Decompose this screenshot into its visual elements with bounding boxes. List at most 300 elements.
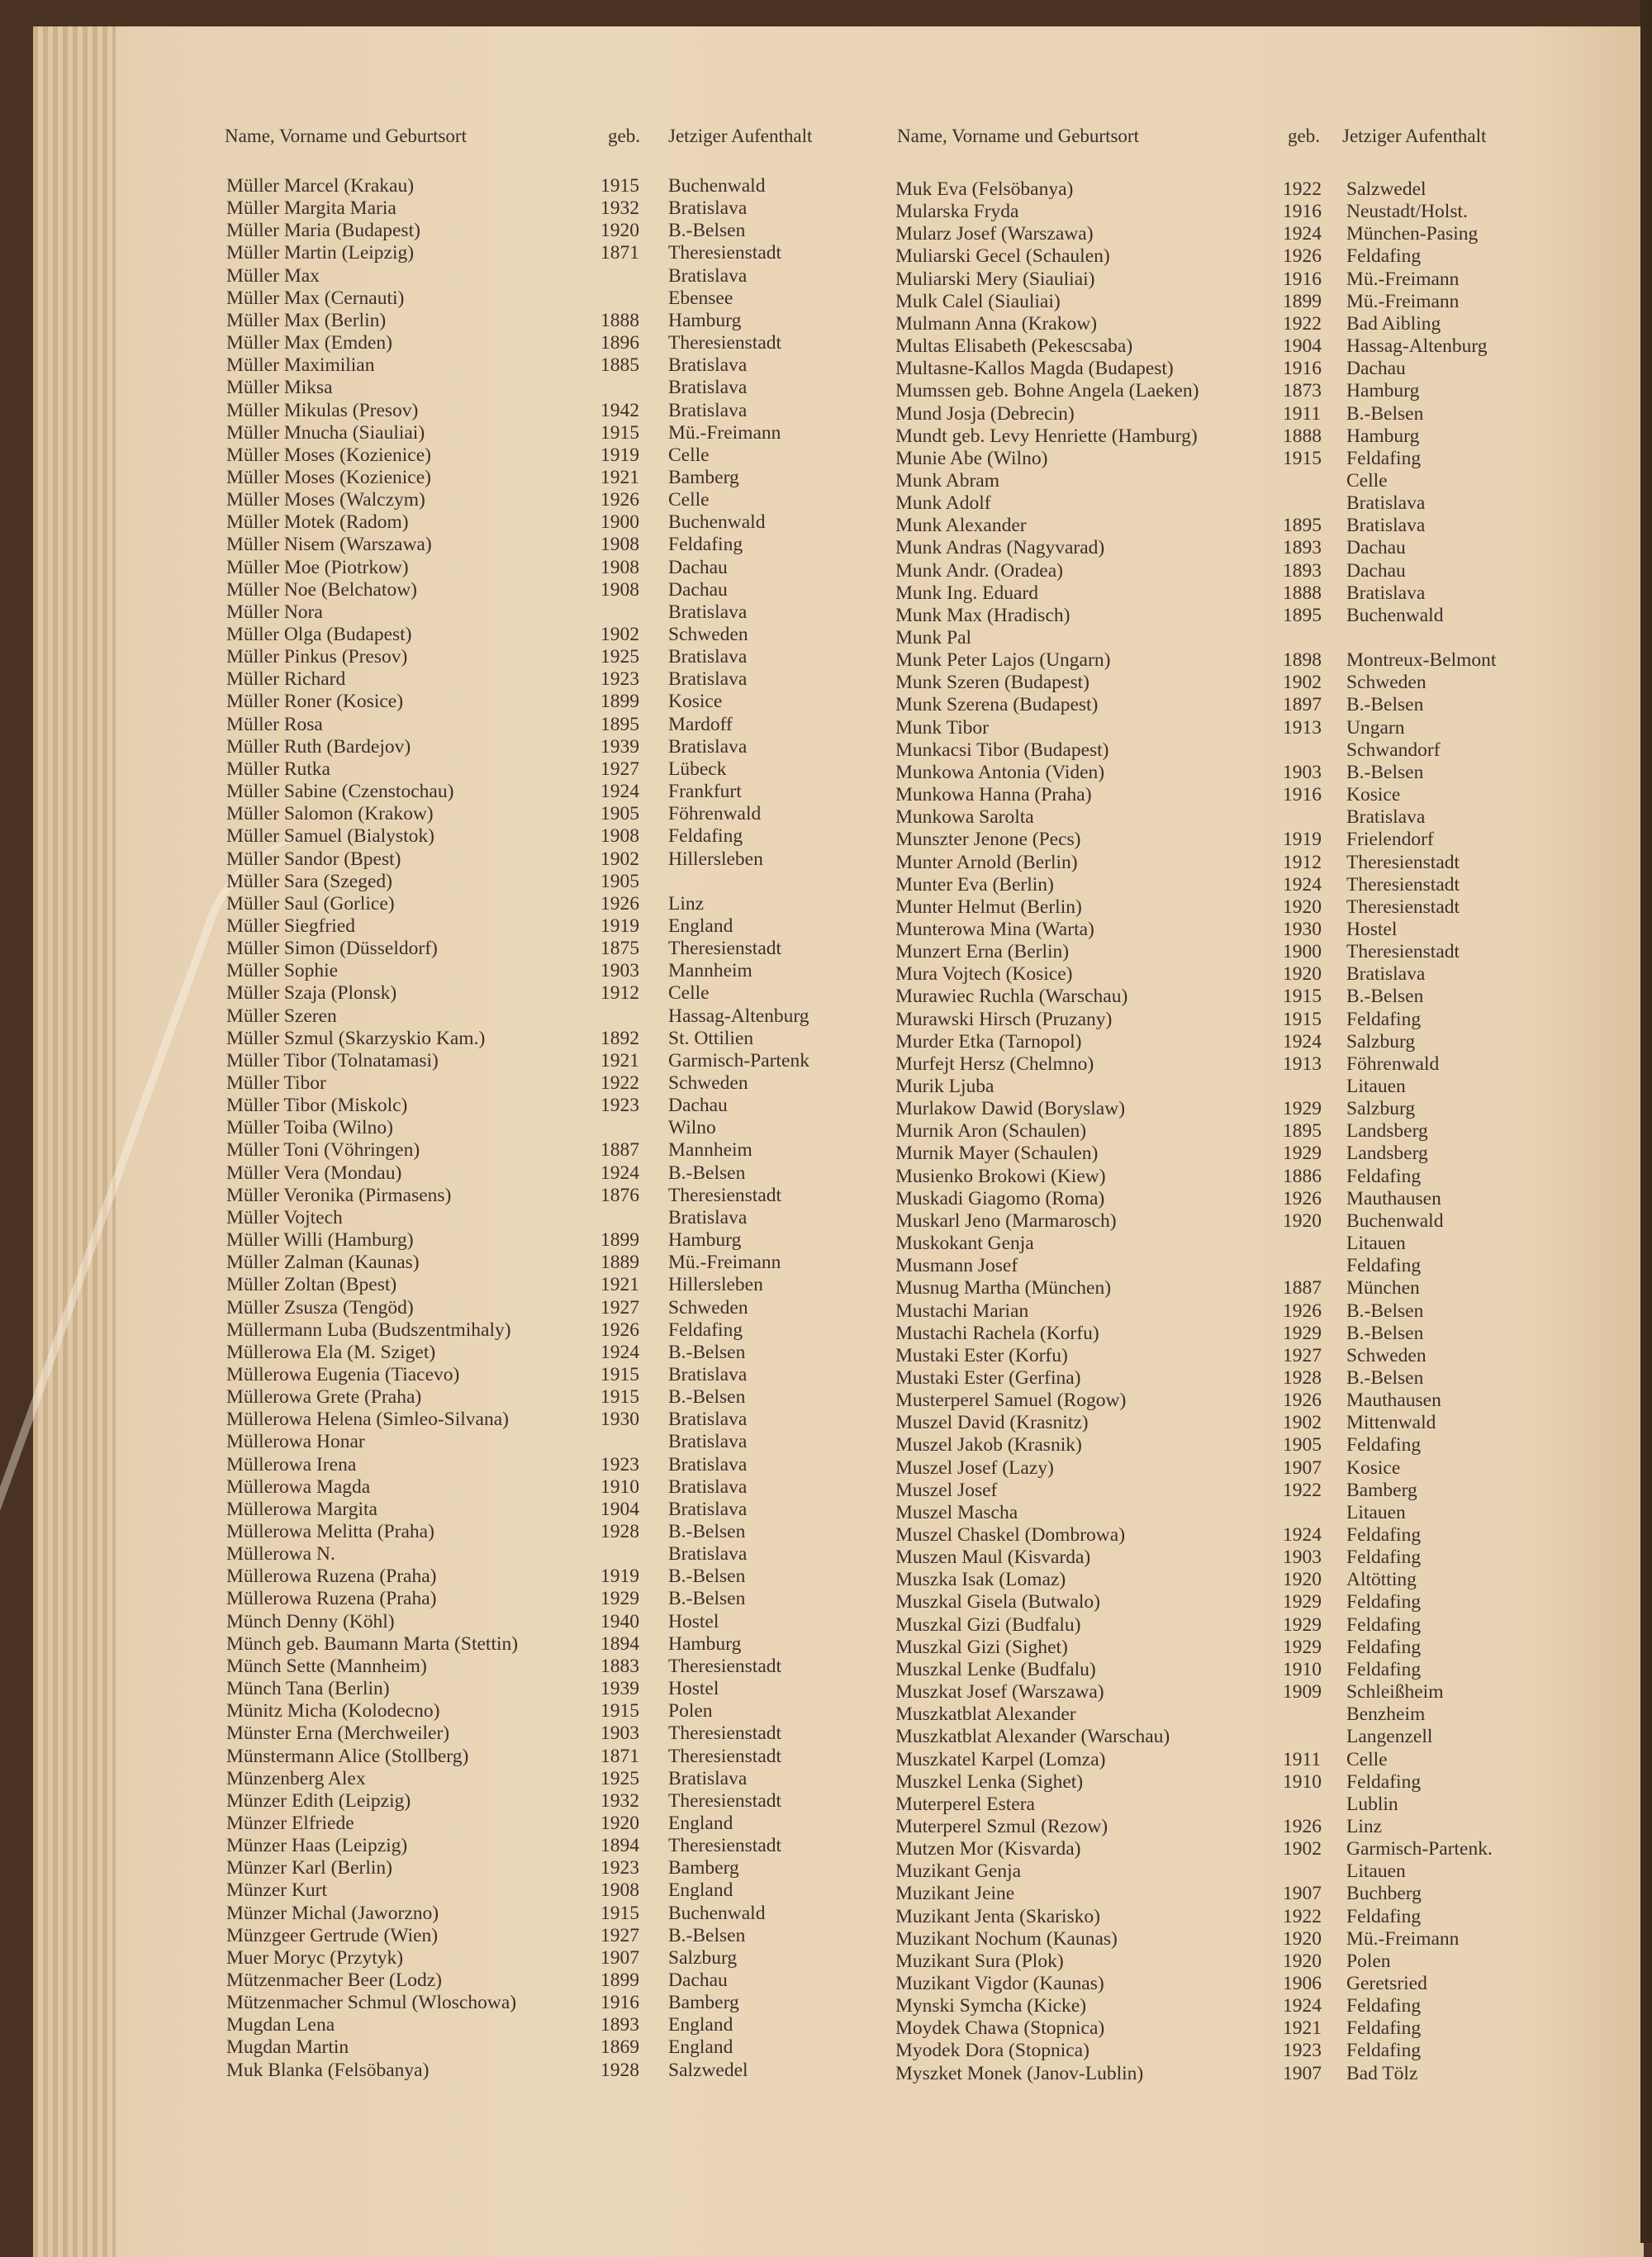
entry-name: Müllerowa Melitta (Praha) bbox=[226, 1521, 434, 1542]
entry-name: Müllerowa Grete (Praha) bbox=[226, 1386, 422, 1409]
entry-birth-year: 1922 bbox=[1283, 178, 1322, 200]
entry-name: Müllerowa Irena bbox=[226, 1453, 357, 1475]
entry-location: Feldafing bbox=[1346, 2017, 1422, 2040]
entry-birth-year: 1904 bbox=[1283, 335, 1322, 358]
entry-location: Bratislava bbox=[668, 1475, 748, 1498]
entry-location: B.-Belsen bbox=[668, 1566, 746, 1588]
entry-name: Munk Andras (Nagyvarad) bbox=[895, 537, 1105, 559]
entry-name: Münch Tana (Berlin) bbox=[226, 1678, 390, 1700]
entry-birth-year: 1923 bbox=[601, 1095, 639, 1117]
entry-name: Müller Samuel (Bialystok) bbox=[226, 825, 434, 848]
entry-name: Muszkel Lenka (Sighet) bbox=[895, 1770, 1084, 1793]
entry-location: Lübeck bbox=[668, 758, 727, 780]
entry-birth-year: 1915 bbox=[601, 1902, 639, 1924]
entry-name: Murlakow Dawid (Boryslaw) bbox=[895, 1098, 1126, 1120]
entry-birth-year: 1905 bbox=[1283, 1434, 1322, 1456]
entry-location: Bratislava bbox=[1346, 963, 1426, 986]
entry-birth-year: 1888 bbox=[1283, 425, 1322, 447]
entry-name: Müller Moses (Kozienice) bbox=[226, 444, 431, 466]
entry-location: Buchenwald bbox=[1346, 1209, 1444, 1232]
entry-location: Bratislava bbox=[1346, 582, 1426, 604]
entry-birth-year: 1907 bbox=[1283, 1456, 1322, 1479]
entry-name: Müller Moses (Kozienice) bbox=[226, 466, 431, 488]
entry-name: Mulk Calel (Siauliai) bbox=[895, 290, 1061, 312]
entry-name: Müller Mnucha (Siauliai) bbox=[226, 421, 425, 444]
entry-name: Müller Tibor (Miskolc) bbox=[226, 1095, 408, 1117]
entry-birth-year: 1907 bbox=[1283, 2062, 1322, 2084]
entry-birth-year: 1919 bbox=[1283, 829, 1322, 851]
entry-name: Muszkal Gisela (Butwalo) bbox=[895, 1591, 1101, 1613]
entry-birth-year: 1929 bbox=[1283, 1322, 1322, 1344]
entry-birth-year: 1897 bbox=[1283, 694, 1322, 716]
entry-birth-year: 1888 bbox=[1283, 582, 1322, 604]
entry-location: Kosice bbox=[1346, 1456, 1401, 1479]
entry-name: Müller Miksa bbox=[226, 377, 333, 399]
entry-name: Musmann Josef bbox=[895, 1255, 1018, 1277]
entry-name: Müllerowa Eugenia (Tiacevo) bbox=[226, 1363, 460, 1385]
entry-birth-year: 1920 bbox=[601, 1812, 639, 1834]
entry-name: Müller Sandor (Bpest) bbox=[226, 848, 401, 870]
entry-location: Lublin bbox=[1346, 1793, 1398, 1815]
entry-name: Myodek Dora (Stopnica) bbox=[895, 2040, 1089, 2062]
entry-name: Mützenmacher Schmul (Wloschowa) bbox=[226, 1992, 517, 2014]
entry-location: Mardoff bbox=[668, 713, 733, 735]
entry-location: Mü.-Freimann bbox=[1346, 290, 1460, 312]
entry-birth-year: 1915 bbox=[1283, 1008, 1322, 1030]
entry-location: Linz bbox=[1346, 1815, 1383, 1837]
entry-location: B.-Belsen bbox=[668, 1386, 746, 1409]
entry-name: Mustachi Rachela (Korfu) bbox=[895, 1322, 1099, 1344]
entry-location: Feldafing bbox=[1346, 1636, 1422, 1658]
entry-location: Bratislava bbox=[668, 668, 748, 691]
entry-name: Munk Peter Lajos (Ungarn) bbox=[895, 649, 1111, 672]
entry-location: B.-Belsen bbox=[1346, 1366, 1424, 1389]
entry-location: England bbox=[668, 915, 733, 937]
entry-location: Garmisch-Partenk. bbox=[1346, 1838, 1493, 1860]
entry-name: Muterperel Szmul (Rezow) bbox=[895, 1815, 1108, 1837]
entry-name: Munk Szerena (Budapest) bbox=[895, 694, 1099, 716]
entry-location: Polen bbox=[1346, 1950, 1391, 1972]
entry-birth-year: 1915 bbox=[601, 1700, 639, 1722]
entry-location: Bratislava bbox=[668, 1431, 748, 1453]
entry-birth-year: 1926 bbox=[601, 892, 639, 915]
entry-location: Theresienstadt bbox=[668, 1745, 782, 1767]
entry-birth-year: 1916 bbox=[1283, 358, 1322, 380]
entry-birth-year: 1920 bbox=[1283, 896, 1322, 918]
entry-location: Bratislava bbox=[668, 1498, 748, 1520]
entry-name: Munkacsi Tibor (Budapest) bbox=[895, 739, 1109, 761]
entry-location: Bratislava bbox=[668, 1409, 748, 1431]
entry-birth-year: 1926 bbox=[601, 489, 639, 511]
entry-birth-year: 1915 bbox=[601, 175, 639, 197]
entry-name: Münitz Micha (Kolodecno) bbox=[226, 1700, 440, 1722]
entry-location: B.-Belsen bbox=[1346, 402, 1424, 425]
entry-birth-year: 1895 bbox=[1283, 515, 1322, 537]
entry-name: Muszel Josef (Lazy) bbox=[895, 1456, 1054, 1479]
entry-name: Müller Zalman (Kaunas) bbox=[226, 1252, 420, 1274]
entry-birth-year: 1929 bbox=[1283, 1098, 1322, 1120]
entry-birth-year: 1930 bbox=[601, 1409, 639, 1431]
entry-name: Münzer Haas (Leipzig) bbox=[226, 1835, 408, 1857]
entry-birth-year: 1869 bbox=[601, 2036, 639, 2059]
entry-birth-year: 1922 bbox=[1283, 1479, 1322, 1501]
entry-location: Celle bbox=[668, 982, 710, 1005]
entry-location: Wilno bbox=[668, 1117, 716, 1139]
entry-name: Müller Toni (Vöhringen) bbox=[226, 1139, 420, 1162]
entry-name: Munzert Erna (Berlin) bbox=[895, 941, 1070, 963]
entry-name: Müllerowa Magda bbox=[226, 1475, 371, 1498]
entry-name: Münstermann Alice (Stollberg) bbox=[226, 1745, 469, 1767]
entry-birth-year: 1925 bbox=[601, 646, 639, 668]
entry-name: Muszkat Josef (Warszawa) bbox=[895, 1681, 1104, 1703]
entry-birth-year: 1927 bbox=[1283, 1344, 1322, 1366]
entry-location: Feldafing bbox=[1346, 447, 1422, 469]
entry-birth-year: 1920 bbox=[1283, 1209, 1322, 1232]
entry-name: Mustaki Ester (Gerfina) bbox=[895, 1366, 1081, 1389]
entry-location: Bad Aibling bbox=[1346, 312, 1441, 335]
entry-location: Linz bbox=[668, 892, 705, 915]
entry-name: Müller Salomon (Krakow) bbox=[226, 803, 434, 825]
entry-location: Theresienstadt bbox=[668, 1655, 782, 1677]
entry-location: Dachau bbox=[668, 556, 728, 578]
entry-name: Munk Alexander bbox=[895, 515, 1027, 537]
entry-name: Münster Erna (Merchweiler) bbox=[226, 1722, 450, 1745]
entry-name: Muer Moryc (Przytyk) bbox=[226, 1946, 404, 1969]
entry-location: Geretsried bbox=[1346, 1973, 1427, 1994]
entry-name: Mustaki Ester (Korfu) bbox=[895, 1344, 1068, 1366]
entry-location: Bratislava bbox=[668, 1206, 748, 1228]
entry-birth-year: 1926 bbox=[1283, 1187, 1322, 1209]
entry-birth-year: 1907 bbox=[1283, 1883, 1322, 1905]
entry-name: Muszel Mascha bbox=[895, 1501, 1018, 1523]
entry-birth-year: 1908 bbox=[601, 534, 639, 556]
entry-birth-year: 1926 bbox=[1283, 245, 1322, 268]
entry-birth-year: 1924 bbox=[1283, 223, 1322, 245]
entry-location: Dachau bbox=[668, 578, 728, 601]
entry-location: Bratislava bbox=[668, 1363, 748, 1385]
entry-name: Müller Willi (Hamburg) bbox=[226, 1229, 414, 1252]
entry-location: Schleißheim bbox=[1346, 1681, 1444, 1703]
entry-location: B.-Belsen bbox=[668, 220, 746, 242]
entry-location: Feldafing bbox=[668, 825, 743, 848]
entry-birth-year: 1896 bbox=[601, 332, 639, 354]
entry-location: Landsberg bbox=[1346, 1120, 1428, 1143]
entry-name: Muliarski Mery (Siauliai) bbox=[895, 268, 1095, 290]
entry-name: Muzikant Nochum (Kaunas) bbox=[895, 1927, 1118, 1950]
entry-name: Muk Eva (Felsöbanya) bbox=[895, 178, 1074, 200]
entry-location: Theresienstadt bbox=[668, 1835, 782, 1857]
entry-name: Munkowa Hanna (Praha) bbox=[895, 784, 1092, 806]
entry-location: Bratislava bbox=[668, 1767, 748, 1789]
entry-location: Frankfurt bbox=[668, 781, 742, 803]
entry-location: B.-Belsen bbox=[1346, 1300, 1424, 1322]
entry-birth-year: 1893 bbox=[1283, 559, 1322, 582]
entry-name: Munk Tibor bbox=[895, 716, 989, 739]
entry-name: Murawiec Ruchla (Warschau) bbox=[895, 986, 1128, 1008]
entry-name: Mularska Fryda bbox=[895, 201, 1019, 223]
entry-name: Muzikant Jenta (Skarisko) bbox=[895, 1905, 1101, 1927]
entry-birth-year: 1923 bbox=[1283, 2040, 1322, 2062]
entry-location: Feldafing bbox=[1346, 1165, 1422, 1187]
entry-birth-year: 1912 bbox=[1283, 851, 1322, 873]
entry-birth-year: 1899 bbox=[601, 1970, 639, 1991]
entry-name: Müller Nisem (Warszawa) bbox=[226, 534, 432, 556]
entry-birth-year: 1924 bbox=[1283, 1030, 1322, 1052]
entry-name: Münch Sette (Mannheim) bbox=[226, 1655, 427, 1677]
entry-birth-year: 1871 bbox=[601, 1745, 639, 1767]
entry-birth-year: 1902 bbox=[601, 848, 639, 870]
entry-location: Litauen bbox=[1346, 1233, 1406, 1255]
entry-birth-year: 1909 bbox=[1283, 1681, 1322, 1703]
entry-name: Mützenmacher Beer (Lodz) bbox=[226, 1970, 442, 1991]
entry-birth-year: 1920 bbox=[1283, 963, 1322, 986]
entry-name: Müller Maria (Budapest) bbox=[226, 220, 420, 242]
entry-location: Buchenwald bbox=[668, 175, 766, 197]
entry-birth-year: 1871 bbox=[601, 242, 639, 264]
entry-location: Schweden bbox=[1346, 672, 1427, 694]
entry-birth-year: 1903 bbox=[1283, 761, 1322, 783]
entry-name: Muzikant Sura (Plok) bbox=[895, 1950, 1064, 1972]
entry-name: Mugdan Martin bbox=[226, 2036, 349, 2059]
entry-location: Hamburg bbox=[668, 309, 742, 331]
entry-location: Landsberg bbox=[1346, 1143, 1428, 1165]
entry-name: Müllerowa Honar bbox=[226, 1431, 365, 1453]
entry-name: Müller Sabine (Czenstochau) bbox=[226, 781, 454, 803]
entry-name: Müller Zoltan (Bpest) bbox=[226, 1274, 397, 1296]
entry-birth-year: 1915 bbox=[601, 1363, 639, 1385]
entry-location: Föhrenwald bbox=[1346, 1052, 1440, 1075]
header-location: Jetziger Aufenthalt bbox=[1342, 126, 1487, 146]
entry-name: Müllerowa Helena (Simleo-Silvana) bbox=[226, 1409, 509, 1431]
entry-name: Müllermann Luba (Budszentmihaly) bbox=[226, 1319, 511, 1341]
entry-birth-year: 1908 bbox=[601, 578, 639, 601]
entry-name: Munk Pal bbox=[895, 627, 972, 649]
entry-name: Musnug Martha (München) bbox=[895, 1277, 1112, 1300]
entry-name: Mynski Symcha (Kicke) bbox=[895, 1995, 1087, 2017]
entry-location: Mittenwald bbox=[1346, 1412, 1436, 1434]
entry-name: Murnik Mayer (Schaulen) bbox=[895, 1143, 1099, 1165]
entry-location: Bratislava bbox=[668, 646, 748, 668]
entry-birth-year: 1927 bbox=[601, 1924, 639, 1946]
entry-name: Müller Moe (Piotrkow) bbox=[226, 556, 409, 578]
entry-name: Müller Mikulas (Presov) bbox=[226, 399, 419, 421]
entry-birth-year: 1916 bbox=[1283, 201, 1322, 223]
entry-name: Münzenberg Alex bbox=[226, 1767, 366, 1789]
entry-location: Dachau bbox=[1346, 358, 1406, 380]
entry-location: Ebensee bbox=[668, 287, 733, 309]
entry-name: Murfejt Hersz (Chelmno) bbox=[895, 1052, 1094, 1075]
entry-location: Bamberg bbox=[668, 1857, 739, 1879]
entry-location: Mü.-Freimann bbox=[1346, 1927, 1460, 1950]
entry-name: Muterperel Estera bbox=[895, 1793, 1035, 1815]
entry-name: Mumssen geb. Bohne Angela (Laeken) bbox=[895, 380, 1199, 402]
entry-location: Theresienstadt bbox=[1346, 873, 1460, 896]
entry-birth-year: 1922 bbox=[1283, 312, 1322, 335]
entry-location: Feldafing bbox=[1346, 1547, 1422, 1569]
entry-location: Hassag-Altenburg bbox=[668, 1005, 809, 1027]
entry-location: Bratislava bbox=[668, 264, 748, 287]
entry-birth-year: 1908 bbox=[601, 556, 639, 578]
entry-location: Bratislava bbox=[1346, 492, 1426, 515]
entry-name: Müller Pinkus (Presov) bbox=[226, 646, 408, 668]
entry-name: Muliarski Gecel (Schaulen) bbox=[895, 245, 1110, 268]
entry-location: Hostel bbox=[1346, 918, 1398, 940]
entry-birth-year: 1920 bbox=[1283, 1569, 1322, 1591]
entry-name: Muk Blanka (Felsöbanya) bbox=[226, 2059, 430, 2081]
entry-birth-year: 1903 bbox=[601, 960, 639, 982]
entry-location: England bbox=[668, 2014, 733, 2036]
entry-name: Myszket Monek (Janov-Lublin) bbox=[895, 2062, 1144, 2084]
entry-location: Celle bbox=[1346, 469, 1388, 492]
entry-birth-year: 1922 bbox=[601, 1072, 639, 1094]
entry-name: Münch geb. Baumann Marta (Stettin) bbox=[226, 1632, 519, 1655]
entry-location: Langenzell bbox=[1346, 1726, 1433, 1748]
entry-location: Dachau bbox=[1346, 559, 1406, 582]
entry-name: Münch Denny (Köhl) bbox=[226, 1610, 395, 1632]
entry-birth-year: 1902 bbox=[1283, 672, 1322, 694]
entry-name: Müller Rutka bbox=[226, 758, 330, 780]
entry-name: Münzer Kurt bbox=[226, 1879, 328, 1902]
entry-birth-year: 1928 bbox=[601, 2059, 639, 2081]
entry-name: Mundt geb. Levy Henriette (Hamburg) bbox=[895, 425, 1198, 447]
entry-name: Müller Zsusza (Tengöd) bbox=[226, 1296, 414, 1319]
entry-location: Bratislava bbox=[668, 601, 748, 623]
entry-birth-year: 1905 bbox=[601, 803, 639, 825]
entry-location: B.-Belsen bbox=[1346, 986, 1424, 1008]
entry-birth-year: 1900 bbox=[601, 511, 639, 534]
entry-location: Bratislava bbox=[1346, 806, 1426, 829]
entry-location: B.-Belsen bbox=[1346, 1322, 1424, 1344]
entry-birth-year: 1899 bbox=[601, 691, 639, 713]
entry-location: Feldafing bbox=[1346, 1770, 1422, 1793]
entry-name: Müller Richard bbox=[226, 668, 346, 691]
entry-birth-year: 1915 bbox=[1283, 447, 1322, 469]
entry-location: Mannheim bbox=[668, 1139, 752, 1162]
entry-birth-year: 1921 bbox=[1283, 2017, 1322, 2040]
entry-location: Hamburg bbox=[668, 1229, 742, 1252]
entry-name: Muszkatblat Alexander bbox=[895, 1703, 1076, 1726]
entry-location: Bamberg bbox=[1346, 1479, 1417, 1501]
entry-birth-year: 1911 bbox=[1283, 1748, 1322, 1770]
entry-birth-year: 1926 bbox=[601, 1319, 639, 1341]
entry-location: Hostel bbox=[668, 1610, 719, 1632]
entry-location: Schweden bbox=[1346, 1344, 1427, 1366]
entry-name: Murnik Aron (Schaulen) bbox=[895, 1120, 1087, 1143]
entry-birth-year: 1929 bbox=[1283, 1636, 1322, 1658]
entry-location: Feldafing bbox=[1346, 2040, 1422, 2062]
entry-birth-year: 1927 bbox=[601, 1296, 639, 1319]
entry-name: Munk Ing. Eduard bbox=[895, 582, 1038, 604]
entry-name: Mura Vojtech (Kosice) bbox=[895, 963, 1073, 986]
entry-name: Müller Vera (Mondau) bbox=[226, 1162, 402, 1184]
entry-name: Müllerowa N. bbox=[226, 1543, 335, 1566]
entry-name: Muszkal Gizi (Sighet) bbox=[895, 1636, 1068, 1658]
entry-location: Litauen bbox=[1346, 1860, 1406, 1883]
entry-birth-year: 1892 bbox=[601, 1027, 639, 1049]
entry-name: Munkowa Sarolta bbox=[895, 806, 1034, 829]
entry-location: Feldafing bbox=[1346, 245, 1422, 268]
entry-location: Theresienstadt bbox=[668, 1184, 782, 1206]
entry-birth-year: 1924 bbox=[601, 781, 639, 803]
entry-name: Müller Martin (Leipzig) bbox=[226, 242, 415, 264]
entry-location: B.-Belsen bbox=[668, 1924, 746, 1946]
entry-name: Müller Max (Cernauti) bbox=[226, 287, 405, 309]
entry-birth-year: 1915 bbox=[601, 421, 639, 444]
entry-location: Feldafing bbox=[1346, 1434, 1422, 1456]
entry-birth-year: 1919 bbox=[601, 915, 639, 937]
entry-location: Hamburg bbox=[668, 1632, 742, 1655]
entry-name: Müller Moses (Walczym) bbox=[226, 489, 425, 511]
entry-location: Buchenwald bbox=[668, 511, 766, 534]
entry-location: Mauthausen bbox=[1346, 1187, 1441, 1209]
entry-birth-year: 1887 bbox=[601, 1139, 639, 1162]
entry-location: Feldafing bbox=[1346, 1658, 1422, 1680]
entry-birth-year: 1888 bbox=[601, 309, 639, 331]
entry-name: Muszka Isak (Lomaz) bbox=[895, 1569, 1066, 1591]
entry-name: Müllerowa Margita bbox=[226, 1498, 377, 1520]
entry-name: Munterowa Mina (Warta) bbox=[895, 918, 1094, 940]
entry-birth-year: 1919 bbox=[601, 1566, 639, 1588]
entry-location: Schwandorf bbox=[1346, 739, 1441, 761]
entry-location: Mauthausen bbox=[1346, 1390, 1441, 1412]
entry-location: England bbox=[668, 2036, 733, 2059]
entry-birth-year: 1907 bbox=[601, 1946, 639, 1969]
entry-name: Muszen Maul (Kisvarda) bbox=[895, 1547, 1091, 1569]
entry-location: Hostel bbox=[668, 1678, 719, 1700]
entry-location: Litauen bbox=[1346, 1076, 1406, 1097]
entry-location: England bbox=[668, 1879, 733, 1902]
entry-birth-year: 1883 bbox=[601, 1655, 639, 1677]
entry-name: Musterperel Samuel (Rogow) bbox=[895, 1390, 1127, 1412]
entry-birth-year: 1940 bbox=[601, 1610, 639, 1632]
entry-location: Föhrenwald bbox=[668, 803, 762, 825]
entry-name: Mugdan Lena bbox=[226, 2014, 335, 2036]
entry-name: Munszter Jenone (Pecs) bbox=[895, 829, 1081, 851]
entry-birth-year: 1926 bbox=[1283, 1300, 1322, 1322]
entry-birth-year: 1898 bbox=[1283, 649, 1322, 672]
entry-birth-year: 1916 bbox=[1283, 268, 1322, 290]
entry-location: Feldafing bbox=[1346, 1524, 1422, 1546]
entry-birth-year: 1927 bbox=[601, 758, 639, 780]
entry-name: Müller Sara (Szeged) bbox=[226, 870, 392, 892]
entry-location: Bratislava bbox=[668, 354, 748, 377]
entry-location: Kosice bbox=[668, 691, 723, 713]
entry-birth-year: 1928 bbox=[1283, 1366, 1322, 1389]
entry-location: Theresienstadt bbox=[668, 938, 782, 960]
entry-birth-year: 1886 bbox=[1283, 1165, 1322, 1187]
entry-birth-year: 1902 bbox=[601, 624, 639, 645]
entry-birth-year: 1925 bbox=[601, 1767, 639, 1789]
entry-location: Feldafing bbox=[668, 534, 743, 556]
entry-birth-year: 1910 bbox=[1283, 1658, 1322, 1680]
entry-name: Müller Max (Berlin) bbox=[226, 309, 387, 331]
entry-location: Garmisch-Partenk bbox=[668, 1049, 809, 1071]
entry-birth-year: 1924 bbox=[601, 1341, 639, 1363]
entry-name: Muskarl Jeno (Marmarosch) bbox=[895, 1209, 1117, 1232]
entry-birth-year: 1920 bbox=[1283, 1950, 1322, 1972]
entry-birth-year: 1902 bbox=[1283, 1412, 1322, 1434]
header-born: geb. bbox=[1288, 126, 1320, 146]
entry-birth-year: 1885 bbox=[601, 354, 639, 377]
entry-birth-year: 1895 bbox=[1283, 604, 1322, 626]
entry-birth-year: 1926 bbox=[1283, 1815, 1322, 1837]
entry-birth-year: 1894 bbox=[601, 1632, 639, 1655]
entry-birth-year: 1923 bbox=[601, 1453, 639, 1475]
entry-name: Muszkatel Karpel (Lomza) bbox=[895, 1748, 1106, 1770]
entry-location: Feldafing bbox=[1346, 1905, 1422, 1927]
entry-birth-year: 1893 bbox=[601, 2014, 639, 2036]
entry-location: Dachau bbox=[668, 1095, 728, 1117]
